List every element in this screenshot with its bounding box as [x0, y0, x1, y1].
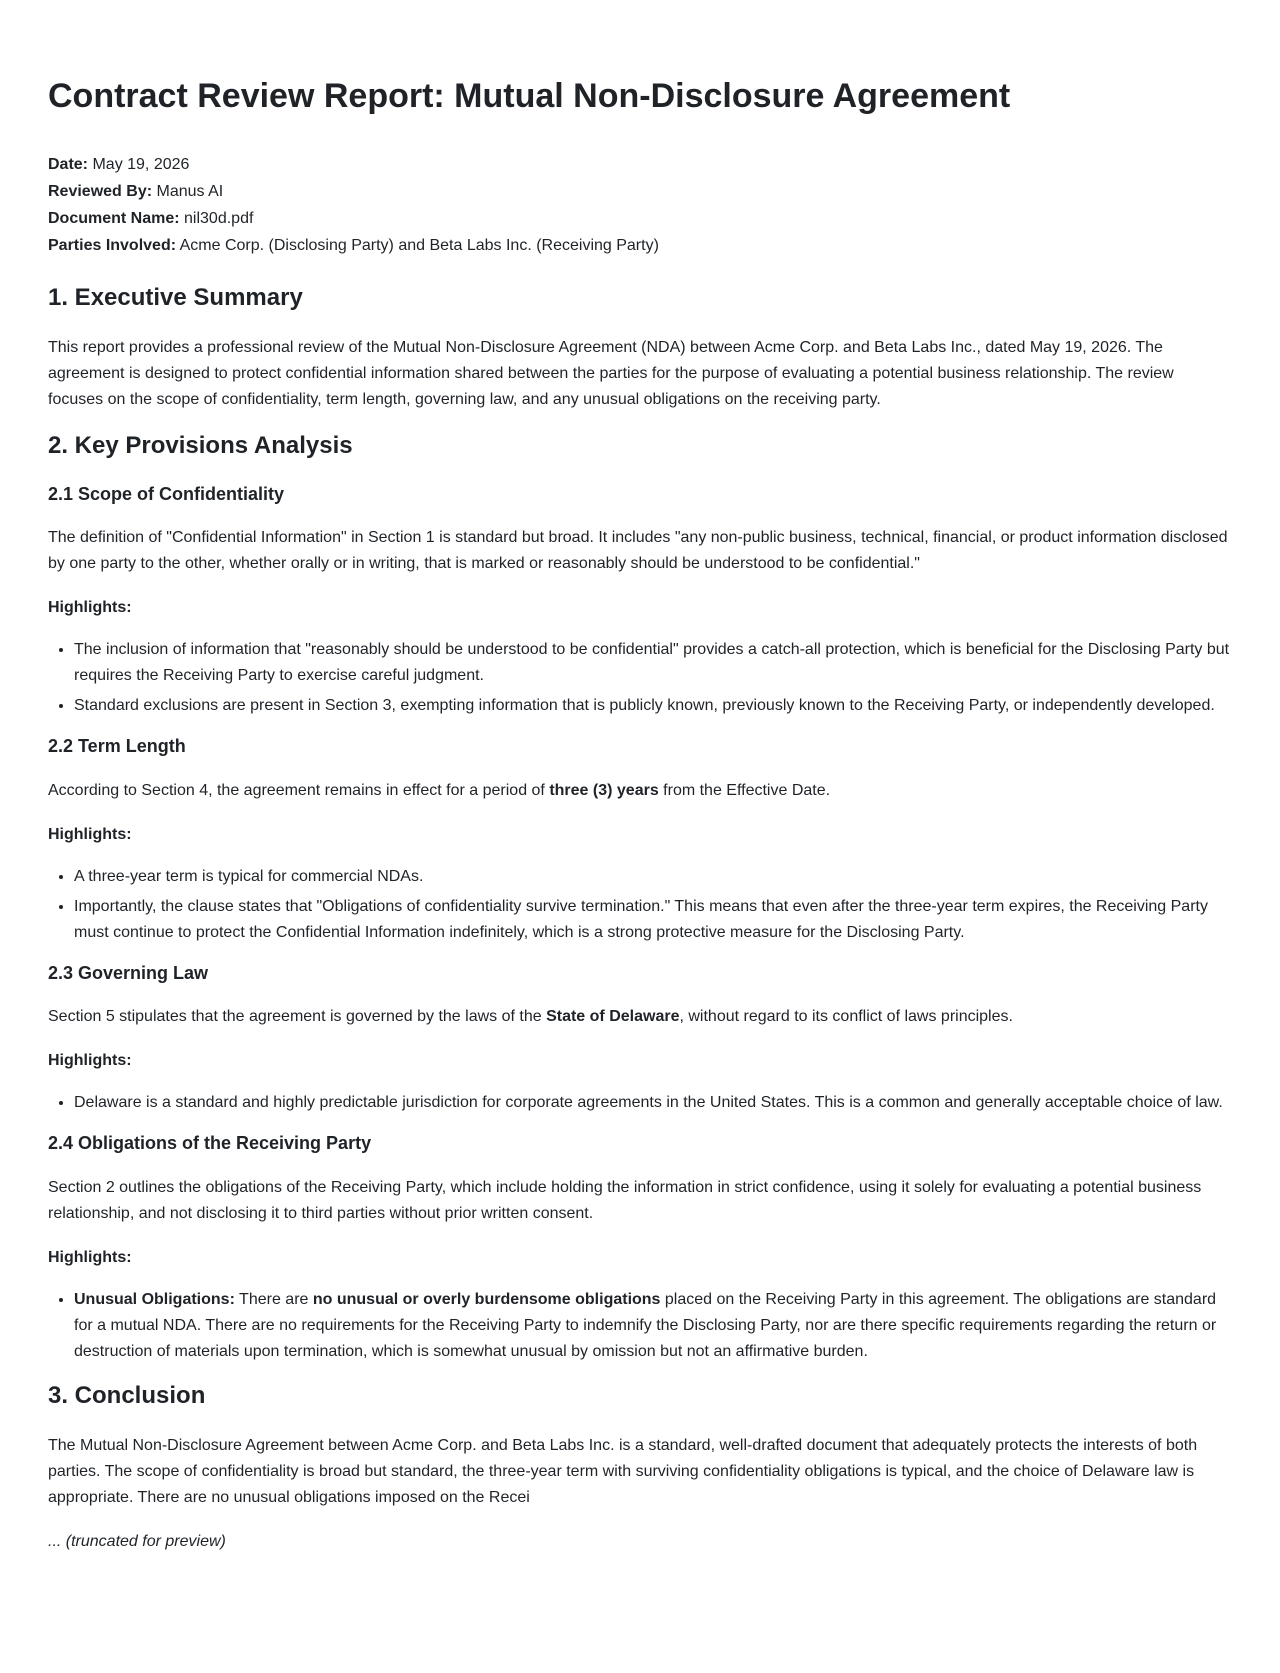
law-text-before: Section 5 stipulates that the agreement is governed by the laws of the: [48, 1008, 547, 1026]
meta-reviewer-label: Reviewed By:: [48, 182, 153, 200]
list-item: • A three-year term is typical for commercial NDAs.: [74, 864, 1232, 890]
meta-reviewer: [48, 178, 1232, 205]
law-highlights-list: [48, 1090, 1232, 1116]
report-title: Contract Review Report: Mutual Non-Disclosure Agreement: [48, 77, 1011, 115]
executive-summary-section: [48, 283, 1232, 413]
scope-highlights-label: Highlights:: [48, 599, 132, 617]
term-text: [48, 778, 1232, 804]
conclusion-text: The Mutual Non-Disclosure Agreement between Acme Corp. and Beta Labs Inc. is a standard, well-drafted document that adequately protects the interests of both parties. The scope of confidentiality is broad but standard, the three-year term with surviving confidentiality obligations is typical, and the choice of Delaware law is appropriate. There are no unusual obligations imposed on the Recei: [48, 1436, 1198, 1506]
meta-reviewer-value: Manus AI: [152, 182, 224, 200]
obligations-heading: 2.4 Obligations of the Receiving Party: [48, 1133, 372, 1154]
meta-document: [48, 205, 1232, 232]
unusual-obligations-bold: no unusual or overly burdensome obligations: [312, 1290, 661, 1308]
conclusion-section: [48, 1381, 1232, 1555]
obligations-highlights-label: Highlights:: [48, 1248, 132, 1266]
obligations-subsection: [48, 1132, 1232, 1365]
unusual-obligations-text-2: placed on the Receiving Party in this agreement. The obligations are standard for a mutual NDA. There are no requirements for the Receiving Party to indemnify the Disclosing Party, nor are there specific requirements regarding the return or destruction of materials upon termination, which is somewhat unusual by omission but not an affirmative burden.: [74, 1290, 1217, 1360]
term-text-after: from the Effective Date.: [658, 781, 831, 799]
meta-document-value: nil30d.pdf: [179, 209, 254, 227]
law-subsection: [48, 962, 1232, 1117]
unusual-obligations-text-1: There are: [234, 1290, 313, 1308]
executive-summary-heading: 1. Executive Summary: [48, 283, 303, 311]
term-text-bold: three (3) years: [549, 781, 659, 799]
meta-document-label: Document Name:: [48, 209, 180, 227]
scope-subsection: [48, 483, 1232, 720]
law-text: [48, 1004, 1232, 1030]
executive-summary-text: This report provides a professional review of the Mutual Non-Disclosure Agreement (NDA) between Acme Corp. and Beta Labs Inc., dated May 19, 2026. The agreement is designed to protect confidential information shared between the parties for the purpose of evaluating a potential business relationship. The review focuses on the scope of confidentiality, term length, governing law, and any unusual obligations on the receiving party.: [48, 338, 1174, 408]
list-item: • Standard exclusions are present in Section 3, exempting information that is publicly known, previously known to the Receiving Party, or independently developed.: [74, 693, 1232, 719]
conclusion-heading: 3. Conclusion: [48, 1381, 206, 1409]
law-text-after: , without regard to its conflict of laws principles.: [679, 1008, 1013, 1026]
unusual-obligations-label: Unusual Obligations:: [74, 1290, 235, 1308]
key-provisions-heading: 2. Key Provisions Analysis: [48, 431, 353, 459]
scope-text: The definition of "Confidential Information" in Section 1 is standard but broad. It includes "any non-public business, technical, financial, or product information disclosed by one party to the other, whether orally or in writing, that is marked or reasonably should be understood to be confidential.": [48, 529, 1228, 573]
obligations-highlights-list: [48, 1287, 1232, 1365]
law-text-bold: State of Delaware: [546, 1008, 680, 1026]
meta-date-value: May 19, 2026: [88, 155, 190, 173]
meta-parties-label: Parties Involved:: [48, 236, 177, 254]
truncated-note: [48, 1529, 1232, 1555]
list-item: [74, 1287, 1232, 1365]
scope-heading: 2.1 Scope of Confidentiality: [48, 483, 285, 504]
list-item: • The inclusion of information that "reasonably should be understood to be confidential" provides a catch-all protection, which is beneficial for the Disclosing Party but requires the Receiving Party to exercise careful judgment.: [74, 637, 1232, 689]
term-highlights-list: [48, 864, 1232, 946]
scope-highlights-list: [48, 637, 1232, 719]
list-item: • Importantly, the clause states that "Obligations of confidentiality survive termination." This means that even after the three-year term expires, the Receiving Party must continue to protect the Confidential Information indefinitely, which is a strong protective measure for the Disclosing Party.: [74, 894, 1232, 946]
meta-date-label: Date:: [48, 155, 89, 173]
term-highlights-label: Highlights:: [48, 825, 132, 843]
truncated-note-text: ... (truncated for preview): [48, 1532, 226, 1550]
key-provisions-section: [48, 431, 1232, 1365]
meta-date: [48, 151, 1232, 178]
obligations-text: Section 2 outlines the obligations of the Receiving Party, which include holding the information in strict confidence, using it solely for evaluating a potential business relationship, and not disclosing it to third parties without prior written consent.: [48, 1178, 1202, 1222]
term-heading: 2.2 Term Length: [48, 736, 186, 757]
law-heading: 2.3 Governing Law: [48, 962, 209, 983]
report-metadata: [48, 151, 1232, 259]
meta-parties: [48, 232, 1232, 259]
term-subsection: [48, 735, 1232, 946]
term-text-before: According to Section 4, the agreement remains in effect for a period of: [48, 781, 550, 799]
list-item: • Delaware is a standard and highly predictable jurisdiction for corporate agreements in the United States. This is a common and generally acceptable choice of law.: [74, 1090, 1232, 1116]
law-highlights-label: Highlights:: [48, 1052, 132, 1070]
meta-parties-value: Acme Corp. (Disclosing Party) and Beta Labs Inc. (Receiving Party): [176, 236, 659, 254]
